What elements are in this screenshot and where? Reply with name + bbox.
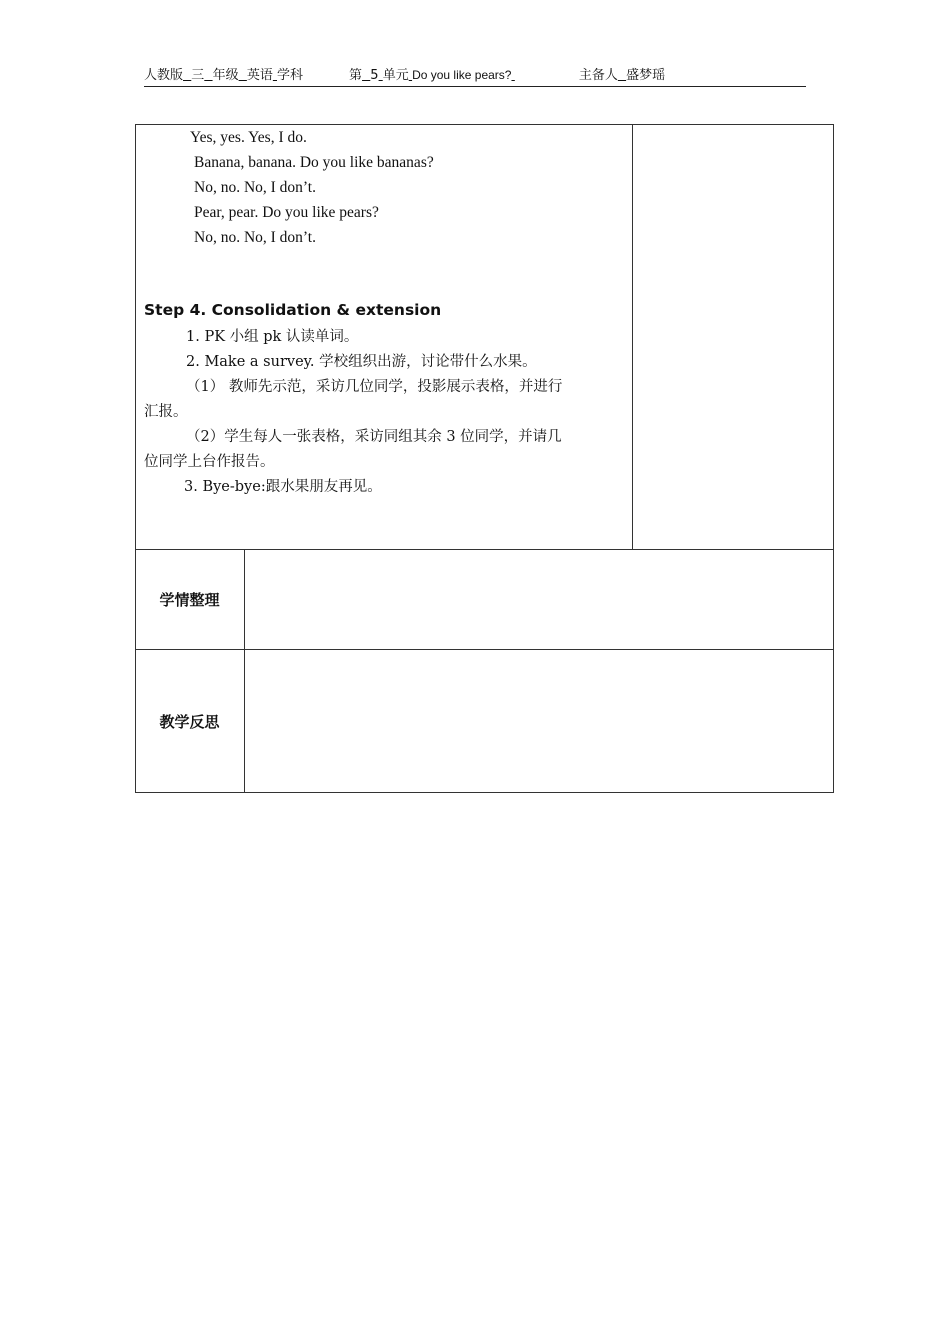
header-unit-prefix: 第 xyxy=(349,68,363,83)
step4-item-1: 1. PK 小组 pk 认读单词。 xyxy=(186,329,359,345)
step4-item-3: 3. Bye-bye:跟水果朋友再见。 xyxy=(184,479,382,495)
step4-item-2-sub-1-cont: 汇报。 xyxy=(144,404,188,420)
header-subject-value: 英语 xyxy=(246,68,273,83)
learning-summary-label: 学情整理 xyxy=(159,591,220,609)
notes-column-content[interactable] xyxy=(633,125,832,547)
header-grade-suffix: 年级 xyxy=(212,68,239,83)
step4-item-2: 2. Make a survey. 学校组织出游，讨论带什么水果。 xyxy=(186,354,537,370)
chant-line: No, no. No, I don’t. xyxy=(194,179,316,196)
header-unit-title: Do you like pears? xyxy=(412,68,512,82)
header-preparer-value: 盛梦瑶 xyxy=(626,68,666,83)
chant-line: No, no. No, I don’t. xyxy=(194,229,316,246)
step4-item-2-sub-2: （2）学生每人一张表格，采访同组其余 3 位同学，并请几 xyxy=(186,429,562,445)
header-unit-suffix: 单元 xyxy=(382,68,409,83)
teaching-reflection-content[interactable] xyxy=(245,649,832,791)
chant-line: Yes, yes. Yes, I do. xyxy=(190,129,307,146)
page-header xyxy=(144,66,806,87)
teaching-reflection-label: 教学反思 xyxy=(159,713,220,731)
header-subject-suffix: 学科 xyxy=(277,68,304,83)
header-unit-value: 5 xyxy=(370,68,379,83)
chant-line: Banana, banana. Do you like bananas? xyxy=(194,154,434,171)
step4-item-2-sub-1: （1） 教师先示范，采访几位同学，投影展示表格，并进行 xyxy=(186,379,563,395)
header-grade-value: 三 xyxy=(191,68,205,83)
chant-line: Pear, pear. Do you like pears? xyxy=(194,204,379,221)
header-preparer-label: 主备人 xyxy=(578,68,618,83)
step4-heading: Step 4. Consolidation & extension xyxy=(144,301,442,319)
step4-item-2-sub-2-cont: 位同学上台作报告。 xyxy=(144,454,275,470)
header-publisher: 人教版 xyxy=(144,68,184,83)
learning-summary-content[interactable] xyxy=(245,549,832,647)
